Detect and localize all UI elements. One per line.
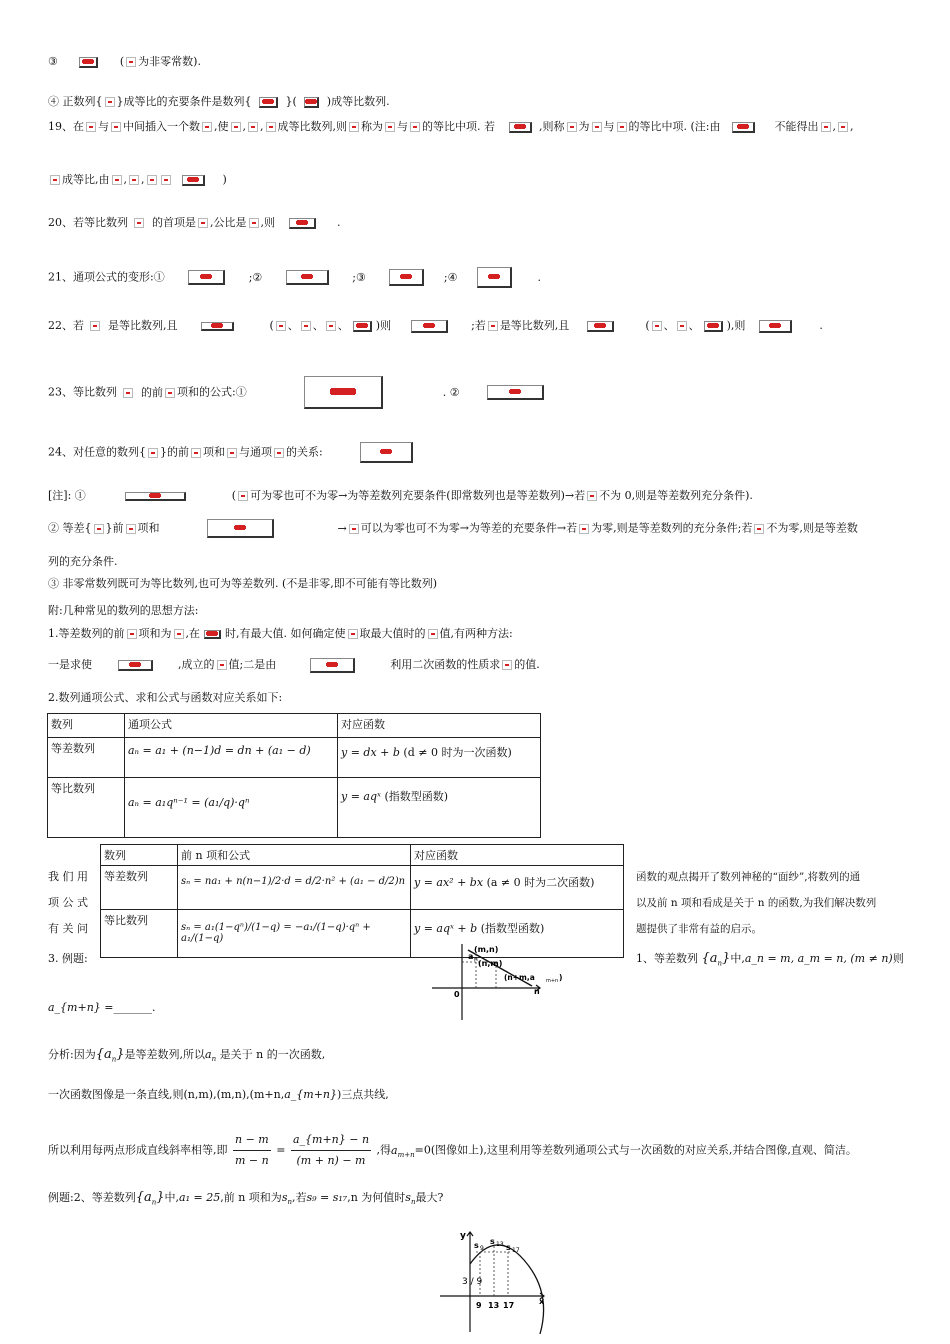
formula-image (487, 385, 544, 400)
svg-text:): ) (559, 973, 563, 982)
formula-image (310, 658, 355, 673)
origin-label: 0 (454, 990, 460, 999)
table-header: 数列 (101, 845, 178, 866)
table-row: 等差数列 aₙ = a₁ + (n−1)d = dn + (a₁ − d) y = dx + b (d ≠ 0 时为一次函数) (48, 738, 541, 778)
note-3: ③ 非零常数列既可为等比数列,也可为等差数列. (不是非零,即不可能有等比数列) (48, 577, 438, 590)
analysis-1: 分析:因为$\{a_n\}$是等差数列,所以$a_n$ 是关于 n 的一次函数, (48, 1047, 326, 1064)
quadratic-sum-graph (436, 1226, 556, 1338)
formula-image (732, 122, 755, 133)
example-2: 例题:2、等差数列$\{a_n\}$中,a₁ = 25,前 n 项和为$s_n$,若s₉ = s₁₇,n 为何值时$s_n$最大? (48, 1190, 444, 1207)
table-row: 等差数列 sₙ = na₁ + n(n−1)/2·d = d/2·n² + (a₁ − d/2)n y = ax² + bx (a ≠ 0 时为二次函数) (101, 866, 624, 910)
formula-image (204, 630, 221, 639)
formula-image (587, 321, 614, 332)
item-22: 22、若 是等比数列,且 ( 、 、 、 )则 ;若 是等比数列,且 ( 、 、 ),则 . (48, 319, 823, 332)
table-header: 通项公式 (125, 714, 338, 738)
formula-image (207, 519, 274, 538)
formula-image (477, 267, 512, 288)
table-row: 等比数列 aₙ = a₁qⁿ⁻¹ = (a₁/q)·qⁿ y = aqˣ (指数型函数) (48, 778, 541, 838)
note-2-cont: 列的充分条件. (48, 555, 118, 568)
s13-label: s (490, 1237, 495, 1246)
formula-image (304, 97, 319, 108)
formula-image (289, 218, 316, 229)
label-a-sub: n (474, 956, 478, 963)
side-text-left: 有 关 问 (48, 922, 88, 935)
formula-image (509, 122, 532, 133)
formula-image (259, 97, 278, 108)
tick-9: 9 (476, 1301, 482, 1310)
formula-image (201, 322, 234, 331)
linear-function-graph (428, 940, 574, 1022)
formula-image (79, 57, 98, 68)
formula-image (704, 321, 723, 332)
formula-image (759, 320, 792, 333)
note-1: [注]: ① ( 可为零也可不为零→为等差数列充要条件(即常数列也是等差数列)→若 不为 0,则是等差数列充分条件). (48, 489, 753, 502)
svg-text:17: 17 (512, 1247, 520, 1254)
example-1-blank: a_{m+n} =_______. (48, 1001, 156, 1014)
item-19: 19、在 与 中间插入一个数 ,使 , , 成等比数列,则 称为 与 的等比中项. 若 ,则称 为 与 的等比中项. (注:由 不能得出 , , (48, 120, 854, 133)
circled-3: ③ (48, 55, 58, 68)
formula-image (125, 492, 186, 501)
s9-label: s (474, 1241, 479, 1250)
formula-image (411, 320, 448, 333)
analysis-3: 所以利用每两点形成直线斜率相等,即 $\frac{n - m}{m - n}$ = $\frac{a\_\{m+n\} - n}{(m + n) - m}$ ,得$a_{m+n}=0$(图像如上),这里利用等差数列通项公式与一次函数的对应关系,并结合图像,直观、简洁。 (48, 1130, 857, 1171)
label-a: a (468, 952, 474, 961)
appendix-title: 附:几种常见的数列的思想方法: (48, 604, 199, 617)
svg-text:13: 13 (496, 1241, 504, 1248)
n-axis-label: n (534, 987, 540, 996)
table-header: 前 n 项和公式 (178, 845, 411, 866)
formula-image (304, 376, 383, 409)
side-text-right: 以及前 n 项和看成是关于 n 的函数,为我们解决数列 (636, 897, 877, 909)
side-text-left: 项 公 式 (48, 896, 88, 909)
page-number: 3 / 9 (462, 1277, 483, 1287)
formula-image (389, 269, 424, 286)
side-text-right: 函数的观点揭开了数列神秘的“面纱”,将数列的通 (636, 871, 861, 883)
method-2: 一是求使 ,成立的 值;二是由 利用二次函数的性质求 的值. (48, 658, 540, 671)
analysis-2: 一次函数图像是一条直线,则(n,m),(m,n),(m+n,a_{m+n})三点共线, (48, 1088, 389, 1101)
point-sub: m+n (546, 978, 559, 984)
parabola-curve (470, 1245, 544, 1334)
item-23: 23、等比数列 的前 项和的公式:① . ② (48, 376, 548, 409)
line-2: ④ 正数列{ }成等比的充要条件是数列{ }( )成等比数列. (48, 95, 390, 108)
formula-image (118, 660, 153, 671)
point-nm: (n,m) (478, 959, 503, 968)
note-2: ② 等差{ }前 项和 → 可以为零也可不为零→为等差的充要条件→若 为零,则是等差数列的充分条件;若 不为零,则是等差数 (48, 519, 858, 538)
general-term-table (47, 713, 541, 838)
formula-image (188, 270, 225, 285)
method-3: 2.数列通项公式、求和公式与函数对应关系如下: (48, 691, 283, 704)
side-text-left: 我 们 用 (48, 870, 88, 883)
method-1: 1.等差数列的前 项和为 ,在 时,有最大值. 如何确定使 取最大值时的 值,有两种方法: (48, 627, 513, 640)
tick-13: 13 (488, 1301, 500, 1310)
formula-image (126, 57, 136, 67)
table-header: 数列 (48, 714, 125, 738)
line-1: ③ ( 为非零常数). (48, 55, 201, 68)
example-1: 1、等差数列 $\{a_n\}$中,a_n = m, a_m = n, (m ≠ n)则 (636, 951, 904, 968)
point-mn: (m,n) (474, 945, 499, 954)
point-mn-sum: (n+m,a (504, 973, 535, 982)
y-axis-label: y (460, 1231, 466, 1241)
formula-image (182, 175, 205, 186)
x-axis-label: x (539, 1297, 545, 1306)
tick-17: 17 (503, 1301, 515, 1310)
item-21: 21、通项公式的变形:① ;② ;③ ;④ . (48, 267, 541, 288)
table-header: 对应函数 (338, 714, 541, 738)
formula-image (360, 442, 413, 463)
item-20: 20、若等比数列 的首项是 ,公比是 ,则 . (48, 216, 341, 229)
s17-label: s (506, 1243, 511, 1252)
side-text-right: 题提供了非常有益的启示。 (636, 923, 762, 935)
formula-image (286, 270, 329, 285)
formula-image (353, 321, 372, 332)
formula-image (105, 97, 115, 107)
table-row: 等比数列 sₙ = a₁(1−qⁿ)/(1−q) = −a₁/(1−q)·qⁿ + a₁/(1−q) y = aqˣ + b (指数型函数) (101, 910, 624, 958)
svg-text:9: 9 (480, 1245, 484, 1252)
example-title: 3. 例题: (48, 952, 88, 965)
table-header: 对应函数 (411, 845, 624, 866)
item-24: 24、对任意的数列{ }的前 项和 与通项 的关系: (48, 442, 417, 463)
item-19-cont: 成等比,由 , , ) (48, 172, 227, 188)
